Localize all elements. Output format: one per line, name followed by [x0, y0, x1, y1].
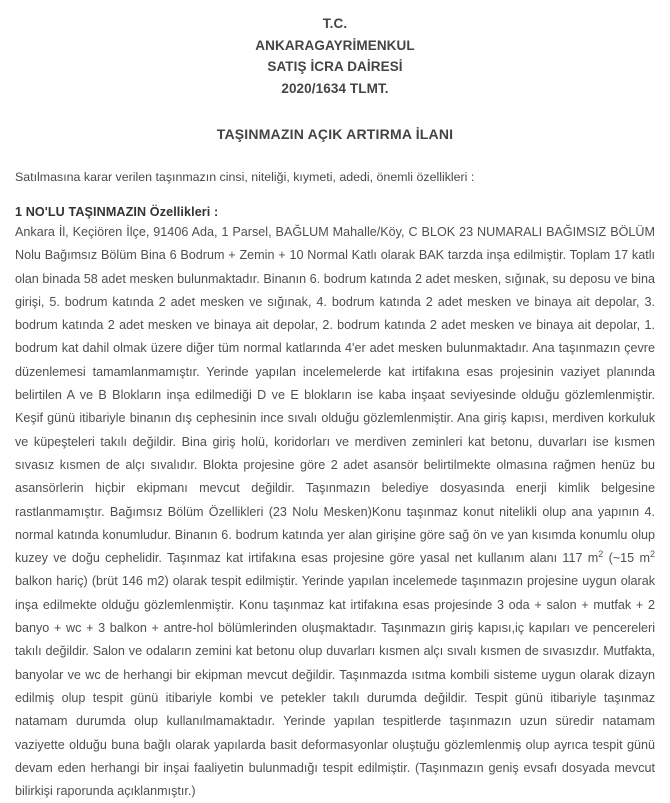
description-part-2: (~15 m — [603, 551, 650, 566]
letterhead-line-office: ANKARAGAYRİMENKUL — [255, 37, 415, 53]
lead-paragraph: Satılmasına karar verilen taşınmazın cinsi, niteliği, kıymeti, adedi, önemli özellikleri : — [15, 170, 475, 184]
property-description-body — [15, 220, 655, 803]
square-meter-superscript-1: 2 — [598, 548, 604, 559]
description-part-3: balkon hariç) (brüt 146 m2) olarak tespit edilmiştir. Yerinde yapılan incelemede taşınmazın projesine uygun olarak inşa edilmekte olduğu gözlemlenmiştir. Konu taşınmaz kat irtifakına esas projesinde 3 oda + salon + mutfak + 2 banyo + wc + 3 balkon + antre-hol bölümlerinden oluşmaktadır. Taşınmazın giriş kapısı,iç kapıları ve pencereleri takılı değildir. Salon ve odaların zemini kat betonu olup duvarları kısmen alçı sıvalı kısmen de sıvasızdır. Mutfakta, banyolar ve wc de herhangi bir ekipman mevcut değildir. Taşınmazda ısıtma kombili sisteme uygun olarak dizayn edilmiş olup tespit günü itibariyle kombi ve petekler takılı durumda değildir. Tespit günü itibariyle taşınmaz natamam durumda olup kullanılmamaktadır. Yerinde yapılan tespitlerde taşınmazın uzun süredir natamam vaziyette olduğu buna bağlı olarak yapılarda basit deformasyonlar oluştuğu gözlemlenmiş olup ayrıca tespit günü devam eden herhangi bir inşai faaliyetin bulunmadığı tespit edilmiştir. (Taşınmazın geniş evsafı dosyada mevcut bilirkişi raporunda açıklanmıştır.) — [15, 574, 655, 799]
letterhead-line-case-number: 2020/1634 TLMT. — [281, 80, 389, 96]
page-title: TAŞINMAZIN AÇIK ARTIRMA İLANI — [216, 126, 454, 142]
letterhead-line-department: SATIŞ İCRA DAİRESİ — [267, 59, 403, 74]
letterhead-line-authority: T.C. — [322, 16, 348, 31]
square-meter-superscript-2: 2 — [650, 548, 656, 559]
section-heading-property-1: 1 NO'LU TAŞINMAZIN Özellikleri : — [15, 205, 219, 219]
letterhead — [15, 10, 655, 99]
description-part-1: Ankara İl, Keçiören İlçe, 91406 Ada, 1 Parsel, BAĞLUM Mahalle/Köy, C BLOK 23 NUMARALI BAĞIMSIZ BÖLÜM Nolu Bağımsız Bölüm Bina 6 Bodrum + Zemin + 10 Normal Katlı olarak BAK tarzda inşa edilmiştir. Toplam 17 katlı olan binada 58 adet mesken bulunmaktadır. Binanın 6. bodrum katında 2 adet mesken, sığınak, su deposu ve bina girişi, 5. bodrum katında 2 adet mesken ve sığınak, 4. bodrum katında 2 adet mesken ve binaya ait depolar, 3. bodrum katında 2 adet mesken ve binaya ait depolar, 2. bodrum katında 2 adet mesken ve binaya ait depolar, 1. bodrum kat dahil olmak üzere diğer tüm normal katlarında 4'er adet mesken bulunmaktadır. Ana taşınmazın çevre düzenlemesi tamamlanmamıştır. Yerinde yapılan incelemelerde kat irtifakına esas projesinin vaziyet planında belirtilen A ve B Blokların inşa edilmediği D ve E blokların ise kaba inşaat seviyesinde olduğu gözlemlenmiştir. Keşif günü itibariyle binanın dış cephesinin ince sıvalı olduğu gözlemlenmiştir. Ana giriş kapısı, merdiven korkuluk ve küpeşteleri takılı değildir. Bina giriş holü, koridorları ve merdiven zeminleri kat betonu, duvarları ise kısmen sıvasız kısmen de alçı sıvalıdır. Blokta projesine göre 2 adet asansör belirtilmekte olmasına rağmen henüz bu asansörlerin hiçbir ekipmanı mevcut değildir. Taşınmazın belediye dosyasında enerji kimlik belgesine rastlanmamıştır. Bağımsız Bölüm Özellikleri (23 Nolu Mesken)Konu taşınmaz konut nitelikli olup ana yapının 4. normal katında konumludur. Binanın 6. bodrum katında yer alan girişine göre sağ ön ve yan kısımda konumlu olup kuzey ve doğu cephelidir. Taşınmaz kat irtifakına esas projesine göre yasal net kullanım alanı 117 m — [15, 225, 655, 566]
